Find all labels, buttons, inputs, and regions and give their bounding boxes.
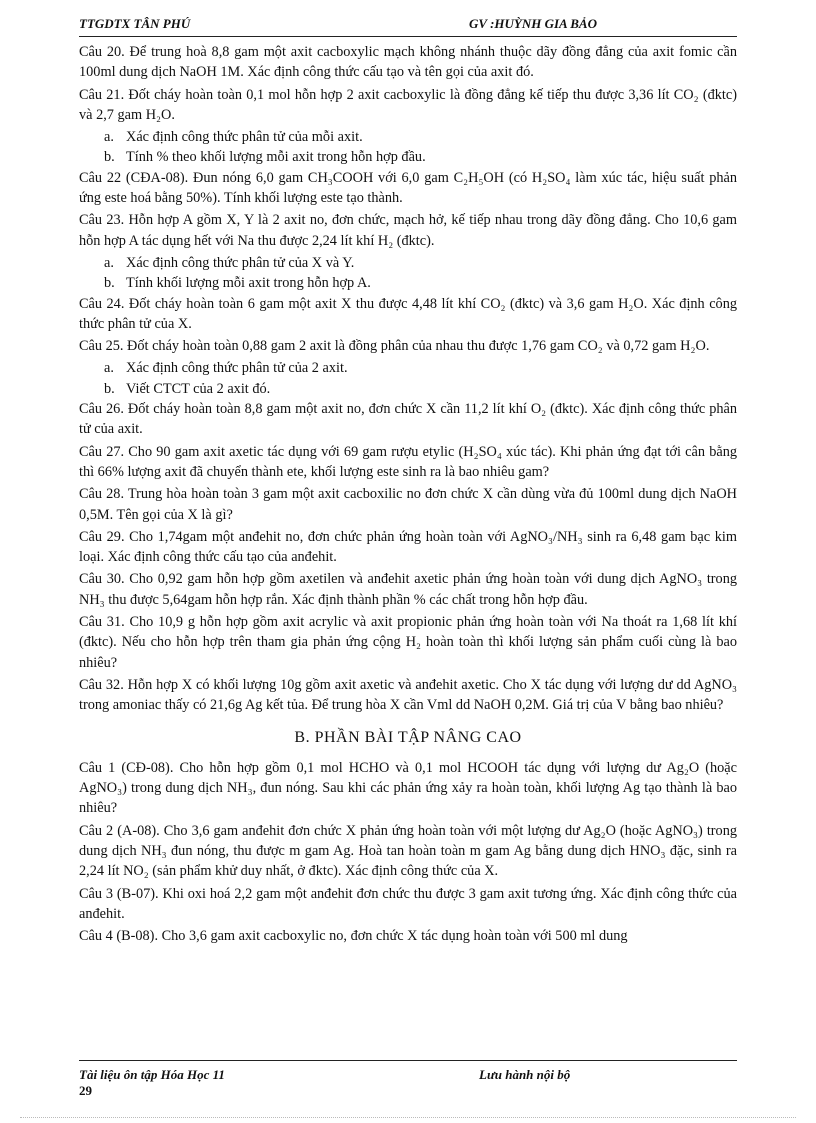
sub-question-label: b. — [104, 275, 115, 292]
question-q24: Câu 24. Đốt cháy hoàn toàn 6 gam một axit X thu được 4,48 lít khí CO₂ (đktc) và 3,6 gam H₂O. Xác định công thức phân tử của X. — [79, 295, 737, 332]
question-a4: Câu 4 (B-08). Cho 3,6 gam axit cacboxylic no, đơn chức X tác dụng hoàn toàn với 500 ml dung — [79, 928, 628, 945]
sub-question — [79, 147, 737, 167]
sub-question — [79, 358, 737, 378]
sub-question — [79, 253, 737, 273]
sub-question — [79, 127, 737, 147]
sub-question-text: Xác định công thức phân tử của 2 axit. — [126, 360, 348, 377]
question-a1: Câu 1 (CĐ-08). Cho hỗn hợp gồm 0,1 mol HCHO và 0,1 mol HCOOH tác dụng với lượng dư Ag₂O (hoặc AgNO₃) trong dung dịch NH₃, đun nóng. Sau khi các phản ứng xảy ra hoàn toàn, khối lượng Ag tạo thành là bao nhiêu? — [79, 759, 737, 817]
page-content — [79, 42, 737, 948]
question-q32: Câu 32. Hỗn hợp X có khối lượng 10g gồm axit axetic và anđehit axetic. Cho X tác dụng với lượng dư dd AgNO₃ trong amoniac thấy có 21,6g Ag kết tủa. Để trung hòa X cần Vml dd NaOH 0,2M. Giá trị của V bằng bao nhiêu? — [79, 676, 737, 714]
page-header — [79, 12, 737, 37]
question-q23: Câu 23. Hỗn hợp A gồm X, Y là 2 axit no, đơn chức, mạch hở, kế tiếp nhau trong dãy đồng đẳng. Cho 10,6 gam hỗn hợp A tác dụng hết với Na thu được 2,24 lít khí H₂ (đktc). — [79, 212, 737, 249]
sub-question — [79, 379, 737, 399]
sub-question-label: b. — [104, 380, 115, 397]
question-a3: Câu 3 (B-07). Khi oxi hoá 2,2 gam một anđehit đơn chức thu được 3 gam axit tương ứng. Xác định công thức của anđehit. — [79, 885, 737, 922]
question-q28: Câu 28. Trung hòa hoàn toàn 3 gam một axit cacboxilic no đơn chức X cần dùng vừa đủ 100ml dung dịch NaOH 0,5M. Tên gọi của X là gì? — [79, 486, 737, 523]
header-teacher: GV :HUỲNH GIA BẢO — [469, 16, 597, 31]
footer-circulation: Lưu hành nội bộ — [479, 1067, 571, 1082]
sub-question-label: a. — [104, 360, 114, 377]
sub-question-text: Viết CTCT của 2 axit đó. — [126, 380, 271, 397]
sub-question-label: b. — [104, 149, 115, 166]
page-footer — [79, 1060, 737, 1098]
footer-doc-title: Tài liệu ôn tập Hóa Học 11 — [79, 1067, 225, 1082]
question-q20: Câu 20. Để trung hoà 8,8 gam một axit cacboxylic mạch không nhánh thuộc dãy đồng đẳng của axit fomic cần 100ml dung dịch NaOH 1M. Xác định công thức cấu tạo và tên gọi của axit đó. — [79, 44, 737, 81]
question-q21: Câu 21. Đốt cháy hoàn toàn 0,1 mol hỗn hợp 2 axit cacboxylic là đồng đẳng kế tiếp thu được 3,36 lít CO₂ (đktc) và 2,7 gam H₂O. — [79, 86, 737, 123]
question-a2: Câu 2 (A-08). Cho 3,6 gam anđehit đơn chức X phản ứng hoàn toàn với một lượng dư Ag₂O (hoặc AgNO₃) trong dung dịch NH₃ đun nóng, thu được m gam Ag. Hoà tan hoàn toàn m gam Ag bằng dung dịch HNO₃ đặc, sinh ra 2,24 lít NO₂ (sản phẩm khử duy nhất, ở đktc). Xác định công thức của X. — [79, 822, 737, 880]
sub-question-text: Xác định công thức phân tử của X và Y. — [126, 254, 355, 271]
advanced-exercises — [79, 758, 737, 947]
question-q30: Câu 30. Cho 0,92 gam hỗn hợp gồm axetilen và anđehit axetic phản ứng hoàn toàn với dung dịch AgNO₃ trong NH₃ thu được 5,64gam hỗn hợp rắn. Xác định thành phần % các chất trong hỗn hợp đầu. — [79, 571, 737, 608]
sub-question-label: a. — [104, 129, 114, 146]
section-title: B. PHẦN BÀI TẬP NÂNG CAO — [294, 728, 522, 746]
page-number: 29 — [79, 1083, 92, 1098]
basic-exercises — [79, 42, 737, 716]
question-q31: Câu 31. Cho 10,9 g hỗn hợp gồm axit acrylic và axit propionic phản ứng hoàn toàn với Na thoát ra 1,68 lít khí (đktc). Nếu cho hỗn hợp trên tham gia phản ứng cộng H₂ hoàn toàn thì khối lượng sản phẩm cuối cùng là bao nhiêu? — [79, 614, 737, 671]
question-q22: Câu 22 (CĐA-08). Đun nóng 6,0 gam CH₃COOH với 6,0 gam C₂H₅OH (có H₂SO₄ làm xúc tác, hiệu suất phản ứng este hoá bằng 50%). Tính khối lượng este tạo thành. — [79, 169, 737, 207]
sub-question-text: Tính khối lượng mỗi axit trong hỗn hợp A. — [126, 275, 371, 292]
sub-question-label: a. — [104, 254, 114, 271]
question-q27: Câu 27. Cho 90 gam axit axetic tác dụng với 69 gam rượu etylic (H₂SO₄ xúc tác). Khi phản ứng đạt tới cân bằng thì 66% lượng axit đã chuyển thành ete, khối lượng este sinh ra là bao nhiêu gam? — [79, 443, 737, 480]
question-q26: Câu 26. Đốt cháy hoàn toàn 8,8 gam một axit no, đơn chức X cần 11,2 lít khí O₂ (đktc). Xác định công thức phân tử của axit. — [79, 401, 737, 438]
question-q29: Câu 29. Cho 1,74gam một anđehit no, đơn chức phản ứng hoàn toàn với AgNO₃/NH₃ sinh ra 6,48 gam bạc kim loại. Xác định công thức cấu tạo của anđehit. — [79, 528, 737, 566]
bottom-dotted-rule — [20, 1117, 796, 1118]
sub-question-text: Tính % theo khối lượng mỗi axit trong hỗn hợp đầu. — [126, 149, 426, 166]
sub-question — [79, 273, 737, 293]
sub-question-text: Xác định công thức phân tử của mỗi axit. — [126, 129, 363, 146]
header-school: TTGDTX TÂN PHÚ — [79, 16, 191, 31]
question-q25: Câu 25. Đốt cháy hoàn toàn 0,88 gam 2 axit là đồng phân của nhau thu được 1,76 gam CO₂ và 0,72 gam H₂O. — [79, 338, 710, 355]
